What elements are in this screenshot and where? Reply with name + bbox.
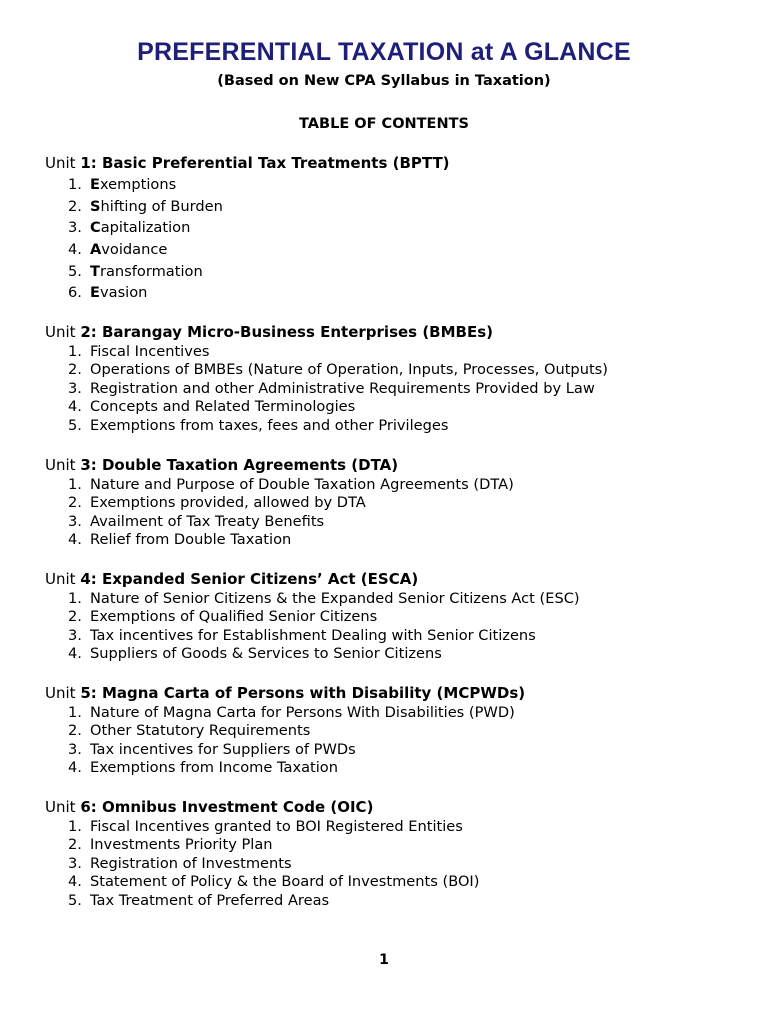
unit-heading	[45, 321, 745, 343]
list-item	[45, 836, 745, 854]
item-initial: E	[90, 176, 100, 193]
unit-number: 4	[80, 570, 91, 588]
list-item	[45, 818, 745, 836]
list-item	[45, 282, 745, 304]
item-index: 4.	[68, 645, 82, 663]
item-text: Operations of BMBEs (Nature of Operation, Inputs, Processes, Outputs)	[90, 361, 608, 379]
unit-number: 3	[80, 456, 91, 474]
item-text: Nature of Senior Citizens & the Expanded Senior Citizens Act (ESC)	[90, 590, 580, 607]
unit-heading	[45, 796, 745, 818]
list-item	[45, 239, 745, 261]
unit-prefix: Unit	[45, 154, 81, 172]
unit-item-list	[45, 343, 745, 435]
list-item	[45, 892, 745, 910]
unit-name: : Omnibus Investment Code (OIC)	[90, 798, 374, 816]
unit-heading	[45, 454, 745, 476]
item-index: 3.	[68, 512, 82, 530]
list-item	[45, 174, 745, 196]
item-index: 4.	[68, 531, 82, 549]
list-item	[45, 722, 745, 740]
item-index: 2.	[68, 608, 82, 626]
unit-name: : Basic Preferential Tax Treatments (BPTT)	[90, 154, 450, 172]
item-text: Other Statutory Requirements	[90, 722, 311, 740]
unit-heading	[45, 568, 745, 590]
item-index: 5.	[68, 416, 82, 434]
item-index: 1.	[68, 818, 82, 835]
item-index: 3.	[68, 854, 82, 872]
item-text: Suppliers of Goods & Services to Senior Citizens	[90, 645, 442, 663]
item-index: 2.	[68, 836, 82, 854]
item-initial: S	[90, 197, 101, 215]
item-text: Investments Priority Plan	[90, 836, 273, 854]
unit-name: : Double Taxation Agreements (DTA)	[90, 456, 399, 474]
item-index: 3.	[68, 740, 82, 758]
item-text: Tax incentives for Suppliers of PWDs	[90, 740, 356, 758]
list-item	[45, 855, 745, 873]
list-item	[45, 261, 745, 283]
item-index: 4.	[68, 873, 82, 891]
item-text: Availment of Tax Treaty Benefits	[90, 512, 325, 530]
unit-1-section	[45, 152, 745, 304]
item-text: Nature of Magna Carta for Persons With Disabilities (PWD)	[90, 704, 515, 721]
item-index: 1.	[68, 343, 82, 360]
item-index: 2.	[68, 361, 82, 379]
item-text: apitalization	[100, 219, 191, 237]
list-item	[45, 608, 745, 626]
list-item	[45, 398, 745, 416]
item-text: hifting of Burden	[100, 197, 223, 215]
item-text: Tax incentives for Establishment Dealing with Senior Citizens	[90, 626, 536, 644]
item-text: xemptions	[99, 176, 177, 193]
item-index: 2.	[68, 197, 82, 215]
list-item	[45, 645, 745, 663]
list-item	[45, 343, 745, 361]
unit-heading	[45, 152, 745, 174]
item-index: 4.	[68, 759, 82, 777]
list-item	[45, 531, 745, 549]
list-item	[45, 217, 745, 239]
item-index: 5.	[68, 262, 82, 280]
item-index: 4.	[68, 398, 82, 416]
item-text: Fiscal Incentives granted to BOI Registered Entities	[90, 818, 463, 835]
item-index: 3.	[68, 219, 82, 237]
item-initial: E	[90, 284, 100, 302]
list-item	[45, 361, 745, 379]
unit-4-section	[45, 568, 745, 664]
item-text: Nature and Purpose of Double Taxation Agreements (DTA)	[90, 476, 514, 493]
item-index: 3.	[68, 626, 82, 644]
unit-item-list	[45, 174, 745, 304]
list-item	[45, 417, 745, 435]
item-text: ransformation	[99, 262, 203, 280]
list-item	[45, 741, 745, 759]
item-index: 3.	[68, 379, 82, 397]
item-index: 2.	[68, 722, 82, 740]
unit-prefix: Unit	[45, 798, 81, 816]
item-text: Tax Treatment of Preferred Areas	[90, 891, 330, 909]
item-initial: A	[90, 241, 102, 259]
list-item	[45, 590, 745, 608]
item-index: 1.	[68, 704, 82, 721]
unit-name: : Barangay Micro-Business Enterprises (BMBEs)	[90, 323, 493, 341]
item-index: 2.	[68, 494, 82, 512]
item-text: vasion	[99, 284, 148, 302]
unit-prefix: Unit	[45, 684, 81, 702]
item-index: 5.	[68, 891, 82, 909]
unit-3-section	[45, 454, 745, 550]
item-text: Concepts and Related Terminologies	[90, 398, 356, 416]
unit-5-section	[45, 682, 745, 778]
unit-number: 2	[80, 323, 91, 341]
item-text: voidance	[101, 241, 168, 259]
document-title: PREFERENTIAL TAXATION at A GLANCE	[137, 38, 631, 66]
list-item	[45, 196, 745, 218]
list-item	[45, 873, 745, 891]
item-text: Registration of Investments	[90, 854, 292, 872]
item-index: 6.	[68, 284, 82, 302]
item-text: Fiscal Incentives	[90, 343, 210, 360]
item-index: 1.	[68, 476, 82, 493]
unit-2-section	[45, 321, 745, 435]
unit-prefix: Unit	[45, 456, 81, 474]
item-text: Exemptions provided, allowed by DTA	[90, 494, 366, 512]
unit-item-list	[45, 818, 745, 910]
unit-6-section	[45, 796, 745, 910]
toc-heading: TABLE OF CONTENTS	[299, 116, 469, 132]
unit-name: : Expanded Senior Citizens’ Act (ESCA)	[90, 570, 419, 588]
list-item	[45, 627, 745, 645]
list-item	[45, 704, 745, 722]
list-item	[45, 494, 745, 512]
unit-item-list	[45, 476, 745, 550]
unit-item-list	[45, 704, 745, 778]
item-index: 1.	[68, 590, 82, 607]
list-item	[45, 476, 745, 494]
unit-number: 1	[80, 154, 91, 172]
document-subtitle: (Based on New CPA Syllabus in Taxation)	[217, 73, 551, 89]
item-text: Exemptions from taxes, fees and other Privileges	[90, 416, 449, 434]
item-text: Exemptions from Income Taxation	[90, 759, 338, 777]
unit-prefix: Unit	[45, 570, 81, 588]
list-item	[45, 513, 745, 531]
unit-item-list	[45, 590, 745, 664]
page-number: 1	[379, 952, 389, 968]
list-item	[45, 380, 745, 398]
unit-prefix: Unit	[45, 323, 81, 341]
unit-number: 5	[80, 684, 91, 702]
item-text: Relief from Double Taxation	[90, 531, 292, 549]
item-text: Registration and other Administrative Requirements Provided by Law	[90, 379, 595, 397]
item-index: 4.	[68, 241, 82, 259]
item-index: 1.	[68, 176, 82, 193]
item-text: Exemptions of Qualified Senior Citizens	[90, 608, 378, 626]
unit-heading	[45, 682, 745, 704]
item-initial: T	[90, 262, 100, 280]
list-item	[45, 759, 745, 777]
item-text: Statement of Policy & the Board of Investments (BOI)	[90, 873, 480, 891]
unit-number: 6	[80, 798, 91, 816]
item-initial: C	[90, 219, 101, 237]
unit-name: : Magna Carta of Persons with Disability (MCPWDs)	[90, 684, 526, 702]
